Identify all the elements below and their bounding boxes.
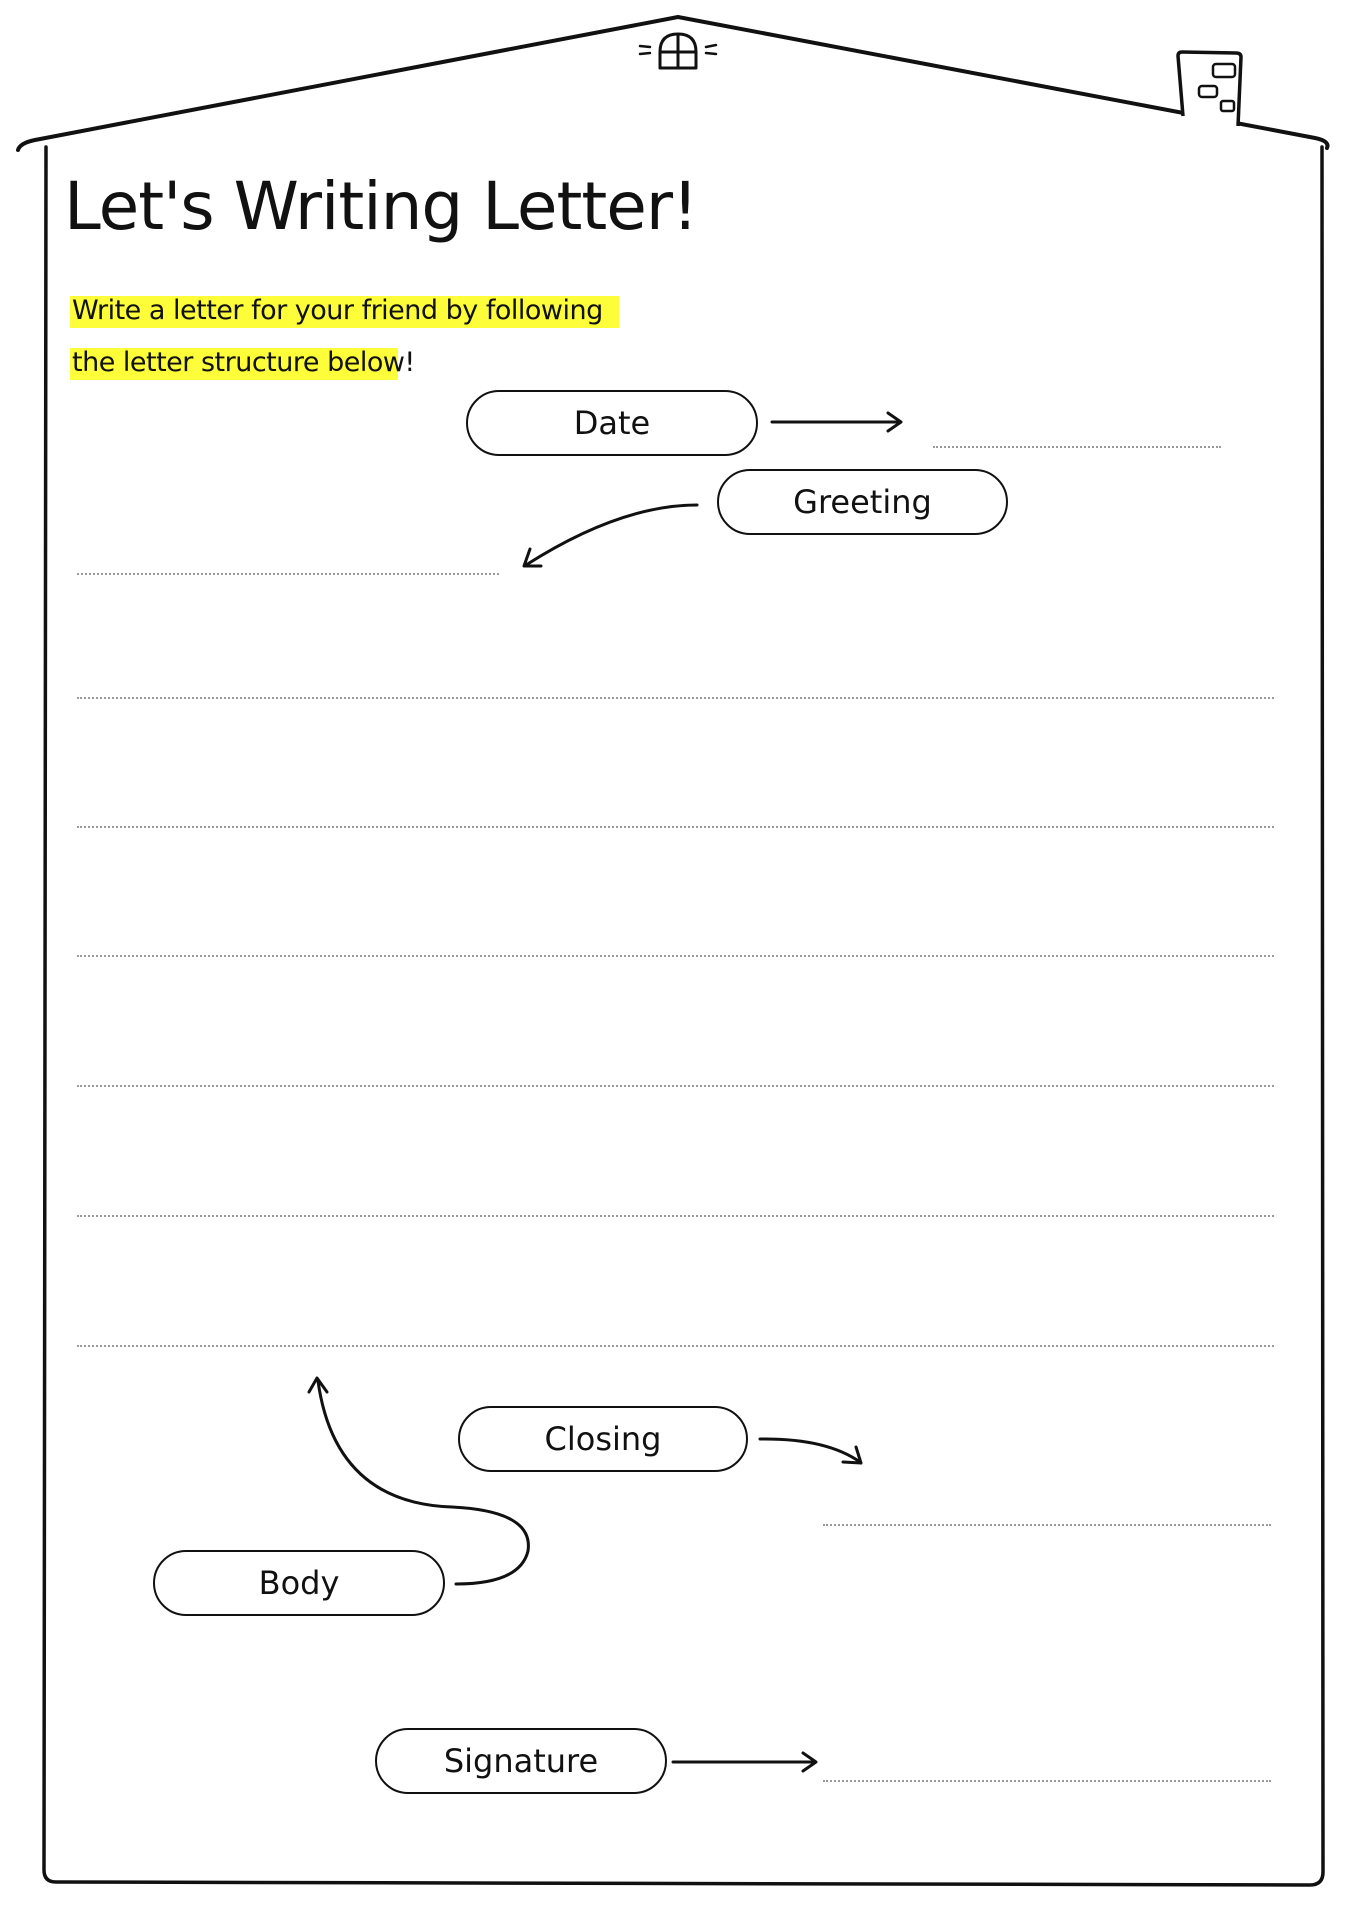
body-writing-line[interactable]: [77, 955, 1274, 957]
greeting-writing-line[interactable]: [77, 573, 499, 575]
signature-arrow-icon: [673, 1753, 816, 1771]
closing-label: Closing: [458, 1406, 748, 1472]
signature-writing-line[interactable]: [823, 1780, 1271, 1782]
attic-window-icon: [640, 34, 716, 68]
instruction-line-1: Write a letter for your friend by following: [72, 295, 603, 326]
roof-outline: [18, 17, 1328, 150]
signature-label: Signature: [375, 1728, 667, 1794]
body-writing-line[interactable]: [77, 1085, 1274, 1087]
body-writing-line[interactable]: [77, 826, 1274, 828]
body-writing-line[interactable]: [77, 1215, 1274, 1217]
date-label: Date: [466, 390, 758, 456]
date-arrow-icon: [772, 413, 901, 431]
date-writing-line[interactable]: [933, 446, 1221, 448]
closing-arrow-icon: [760, 1439, 861, 1463]
chimney-icon: [1178, 52, 1241, 126]
body-writing-line[interactable]: [77, 1345, 1274, 1347]
body-label: Body: [153, 1550, 445, 1616]
body-writing-line[interactable]: [77, 697, 1274, 699]
closing-writing-line[interactable]: [823, 1524, 1271, 1526]
greeting-arrow-icon: [524, 505, 697, 566]
page-title: Let's Writing Letter!: [64, 168, 698, 245]
instruction-line-2: the letter structure below!: [72, 347, 415, 378]
greeting-label: Greeting: [717, 469, 1008, 535]
